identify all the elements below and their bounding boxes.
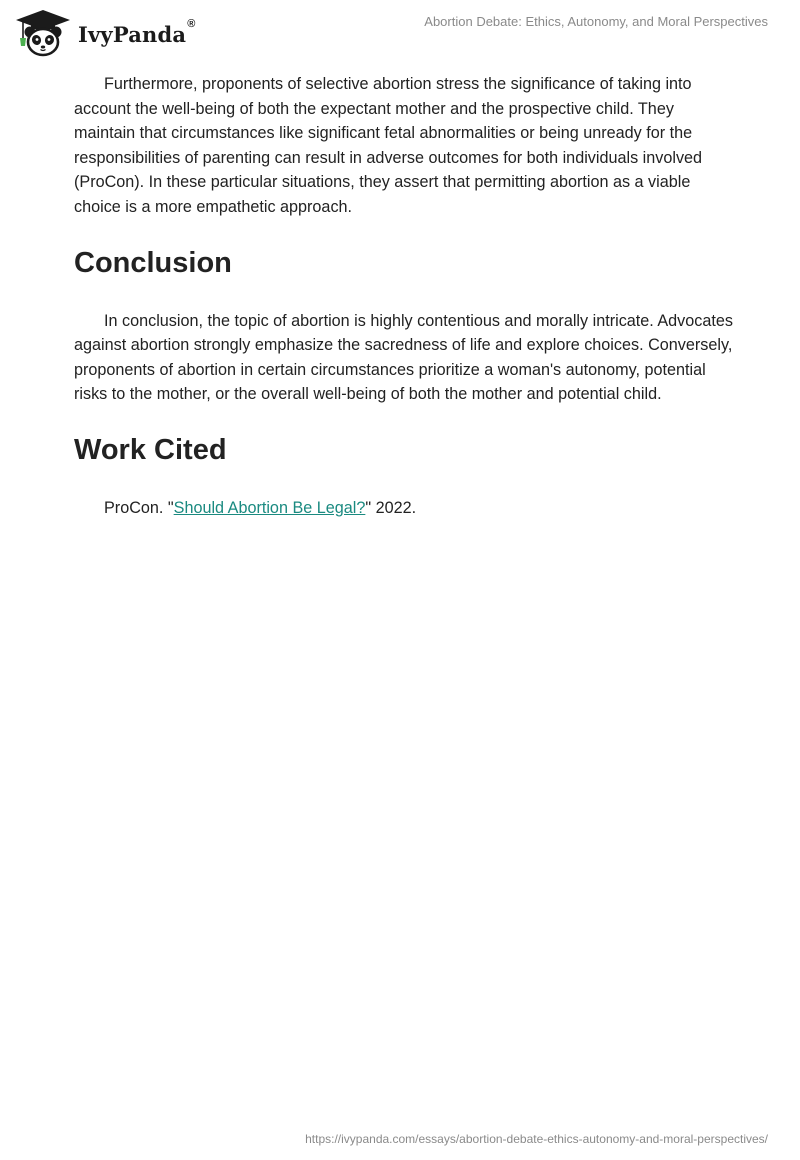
citation-entry: [74, 496, 734, 521]
citation-link[interactable]: Should Abortion Be Legal?: [173, 498, 366, 517]
brand-name: IvyPanda: [78, 21, 187, 47]
document-title: Abortion Debate: Ethics, Autonomy, and Moral Perspectives: [424, 14, 768, 29]
footer-url: https://ivypanda.com/essays/abortion-debate-ethics-autonomy-and-moral-perspectives/: [305, 1132, 768, 1146]
body-paragraph: Furthermore, proponents of selective abortion stress the significance of taking into account the well-being of both the expectant mother and the prospective child. They maintain that circumstances like significant fetal abnormalities or being unready for the responsibilities of parenting can result in adverse outcomes for both individuals involved (ProCon). In these particular situations, they assert that permitting abortion as a viable choice is a more empathetic approach.: [74, 75, 703, 216]
essay-content: [74, 72, 734, 521]
conclusion-paragraph: In conclusion, the topic of abortion is highly contentious and morally intricate. Advocates against abortion strongly emphasize the sacredness of life and explore choices. Conversely, proponents of abortion in certain circumstances prioritize a woman's autonomy, potential risks to the mother, or the overall well-being of both the mother and potential child.: [74, 311, 733, 404]
conclusion-heading: Conclusion: [74, 246, 232, 279]
citation-suffix: " 2022.: [365, 498, 417, 517]
citation-prefix: ProCon. ": [104, 498, 174, 517]
panda-graduate-logo-icon: [14, 8, 72, 58]
works-cited-heading: Work Cited: [74, 433, 227, 466]
page-header: [0, 0, 800, 70]
registered-mark: ®: [187, 18, 196, 30]
ivypanda-logo[interactable]: [14, 8, 195, 58]
